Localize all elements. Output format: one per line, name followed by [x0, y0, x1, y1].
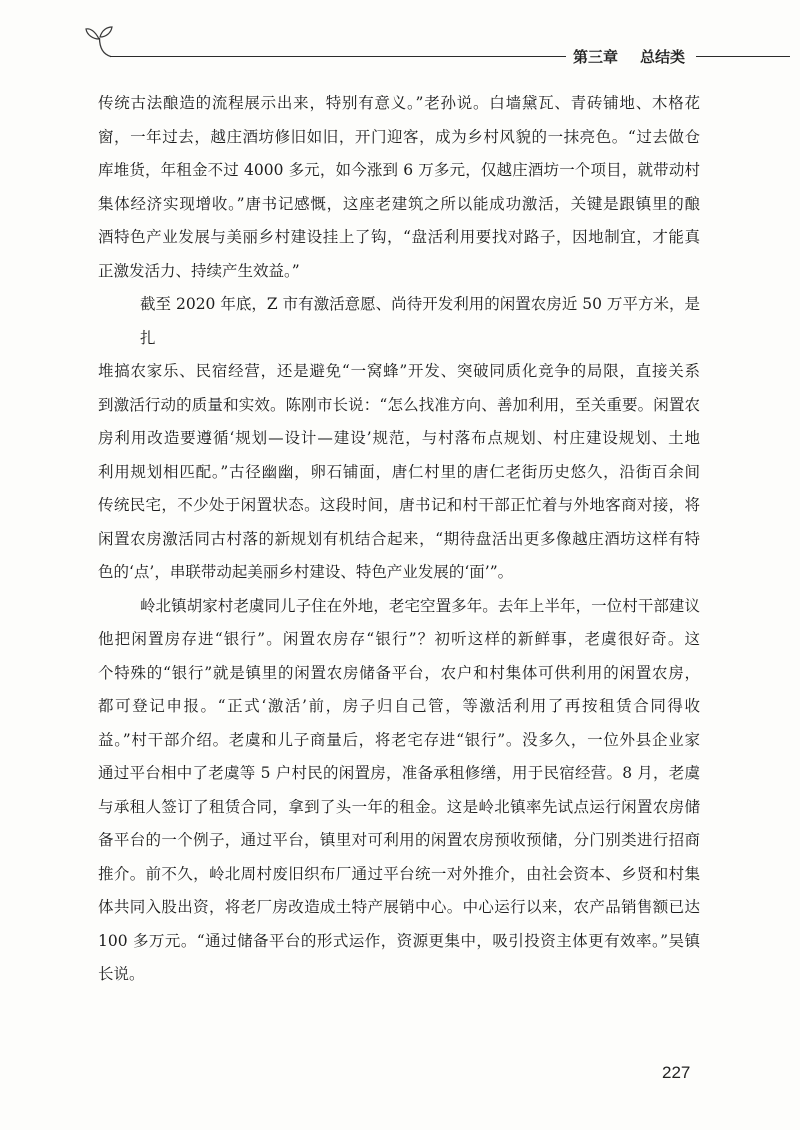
body-paragraph: [98, 288, 700, 590]
body-text: [98, 87, 700, 992]
sprout-left-leaf: [86, 29, 99, 39]
text-line: 与承租人签订了租赁合同，拿到了头一年的租金。这是岭北镇率先试点运行闲置农房储: [98, 797, 700, 816]
text-line: 闲置农房激活同古村落的新规划有机结合起来，“期待盘活出更多像越庄酒坊这样有特: [98, 529, 700, 548]
text-line: 推介。前不久，岭北周村废旧织布厂通过平台统一对外推介，由社会资本、乡贤和村集: [98, 864, 700, 883]
text-line: 都可登记申报。“正式‘激活’前，房子归自己管，等激活利用了再按租赁合同得收: [98, 697, 700, 715]
text-line: 长说。: [98, 965, 145, 983]
text-line: 益。”村干部介绍。老虞和儿子商量后，将老宅存进“银行”。没多久，一位外县企业家: [98, 730, 700, 749]
sprout-right-leaf: [100, 27, 112, 37]
text-line: 截至 2020 年底，Z 市有激活意愿、尚待开发利用的闲置农房近 50 万平方米，是扎: [140, 295, 700, 347]
text-line: 100 多万元。“通过储备平台的形式运作，资源更集中，吸引投资主体更有效率。”吴镇: [98, 931, 700, 950]
sprout-stem: [100, 38, 112, 57]
sprout-icon: [84, 24, 114, 60]
text-line: 他把闲置房存进“银行”。闲置农房存“银行”？初听这样的新鲜事，老虞很好奇。这: [98, 630, 700, 648]
text-line: 岭北镇胡家村老虞同儿子住在外地，老宅空置多年。去年上半年，一位村干部建议: [140, 596, 700, 615]
page-number: 227: [662, 1063, 691, 1082]
text-line: 个特殊的“银行”就是镇里的闲置农房储备平台，农户和村集体可供利用的闲置农房，: [98, 663, 700, 682]
section-label: 总结类: [640, 48, 686, 66]
text-line: 库堆货，年租金不过 4000 多元，如今涨到 6 万多元，仅越庄酒坊一个项目，就带动村: [98, 161, 700, 179]
text-line: 堆搞农家乐、民宿经营，还是避免“一窝蜂”开发、突破同质化竞争的局限，直接关系: [98, 362, 700, 380]
header-rule-right: [696, 56, 790, 57]
body-paragraph: [98, 590, 700, 992]
text-line: 酒特色产业发展与美丽乡村建设挂上了钩，“盘活利用要找对路子，因地制宜，才能真: [98, 228, 700, 246]
text-line: 窗，一年过去，越庄酒坊修旧如旧，开门迎客，成为乡村风貌的一抹亮色。“过去做仓: [98, 127, 700, 146]
text-line: 利用规划相匹配。”古径幽幽，卵石铺面，唐仁村里的唐仁老街历史悠久，沿街百余间: [98, 462, 700, 481]
header-rule-left: [110, 56, 566, 57]
body-paragraph: [98, 87, 700, 288]
text-line: 房利用改造要遵循‘规划—设计—建设’规范，与村落布点规划、村庄建设规划、土地: [98, 429, 700, 447]
text-line: 体共同入股出资，将老厂房改造成土特产展销中心。中心运行以来，农产品销售额已达: [98, 898, 700, 916]
text-line: 正激发活力、持续产生效益。”: [98, 261, 300, 280]
chapter-label: 第三章: [573, 48, 619, 66]
text-line: 备平台的一个例子，通过平台，镇里对可利用的闲置农房预收预储，分门别类进行招商: [98, 831, 700, 849]
text-line: 传统古法酿造的流程展示出来，特别有意义。”老孙说。白墙黛瓦、青砖铺地、木格花: [98, 94, 700, 112]
text-line: 传统民宅，不少处于闲置状态。这段时间，唐书记和村干部正忙着与外地客商对接，将: [98, 496, 700, 514]
text-line: 集体经济实现增收。”唐书记感慨，这座老建筑之所以能成功激活，关键是跟镇里的酿: [98, 194, 700, 213]
text-line: 到激活行动的质量和实效。陈刚市长说：“怎么找准方向、善加利用，至关重要。闲置农: [98, 395, 700, 414]
text-line: 色的‘点’，串联带动起美丽乡村建设、特色产业发展的‘面’”。: [98, 563, 514, 581]
text-line: 通过平台相中了老虞等 5 户村民的闲置房，准备承租修缮，用于民宿经营。8 月，老虞: [98, 764, 700, 782]
